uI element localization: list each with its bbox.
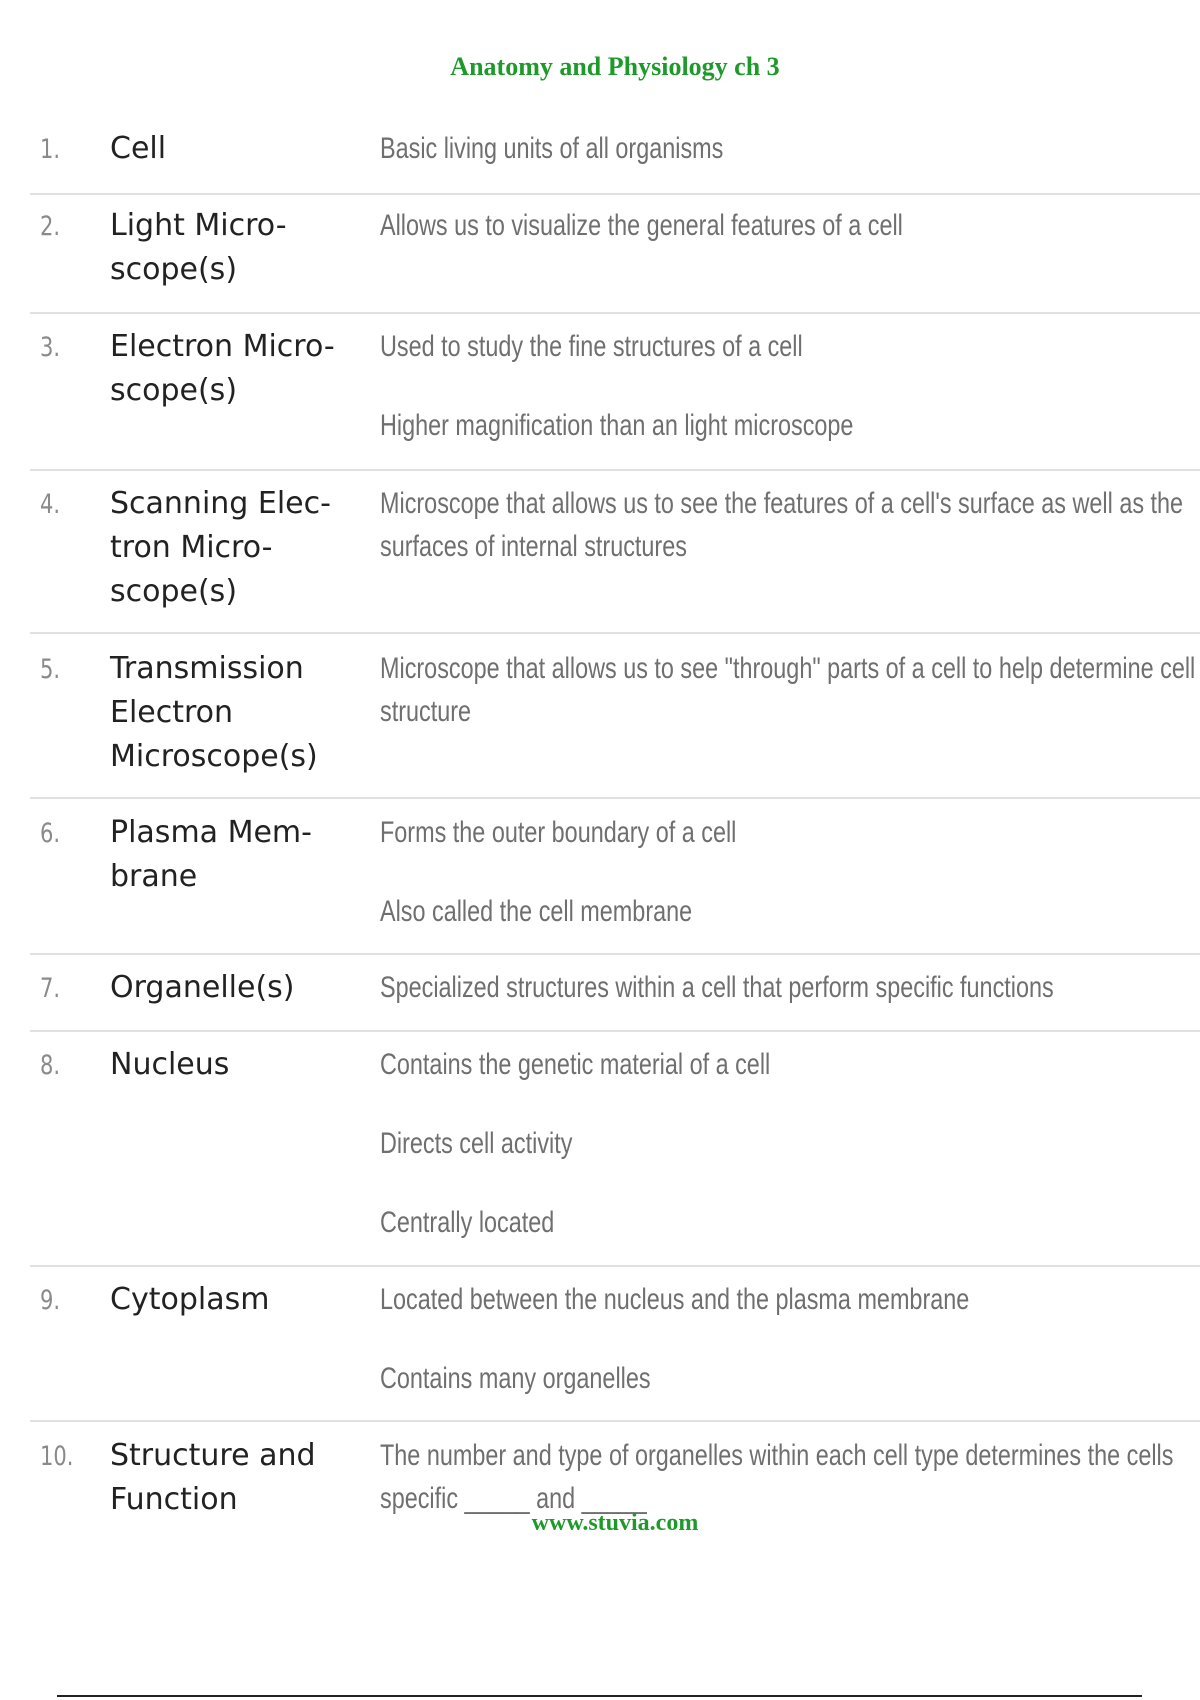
item-definition: Contains the genetic material of a cell <box>380 1048 771 1081</box>
item-number: 4. <box>40 489 61 520</box>
item-term: Structure and Function <box>110 1438 316 1517</box>
item-number: 1. <box>40 134 61 165</box>
item-definitions <box>380 647 1200 733</box>
item-definition: structure <box>380 695 472 728</box>
item-definition: surfaces of internal structures <box>380 530 687 563</box>
item-term: Organelle(s) <box>110 970 295 1005</box>
item-number: 3. <box>40 332 61 363</box>
item-definition: Microscope that allows us to see the features of a cell's surface as well as the <box>380 487 1184 520</box>
item-definition: Also called the cell membrane <box>380 895 693 928</box>
item-term: Electron Micro- scope(s) <box>110 329 335 408</box>
item-definition: Directs cell activity <box>380 1127 573 1160</box>
item-definitions <box>380 966 1200 1009</box>
item-definition: Located between the nucleus and the plasma membrane <box>380 1283 970 1316</box>
item-definition: Higher magnification than an light microscope <box>380 409 854 442</box>
item-definitions <box>380 811 1200 933</box>
item-number: 6. <box>40 818 61 849</box>
item-definition: Specialized structures within a cell that perform specific functions <box>380 971 1054 1004</box>
list-item <box>30 204 1200 314</box>
list-item <box>30 1043 1200 1267</box>
item-definition: Forms the outer boundary of a cell <box>380 816 737 849</box>
item-number: 9. <box>40 1285 61 1316</box>
list-item <box>30 647 1200 799</box>
item-definitions <box>380 1434 1200 1520</box>
item-number: 2. <box>40 211 61 242</box>
item-term: Nucleus <box>110 1047 230 1082</box>
list-item <box>30 1278 1200 1422</box>
item-definition: specific _____ and _____ <box>380 1482 647 1515</box>
item-definitions <box>380 325 1200 447</box>
item-definition: Allows us to visualize the general features of a cell <box>380 209 903 242</box>
item-definition: Basic living units of all organisms <box>380 132 724 165</box>
list-item <box>30 811 1200 955</box>
item-definition: Microscope that allows us to see "through" parts of a cell to help determine cell <box>380 652 1196 685</box>
item-definition: Used to study the fine structures of a cell <box>380 330 803 363</box>
item-definitions <box>380 482 1200 568</box>
list-item <box>30 127 1200 195</box>
item-term: Cytoplasm <box>110 1282 270 1317</box>
item-term: Transmission Electron Microscope(s) <box>110 651 318 774</box>
item-number: 10. <box>40 1441 74 1472</box>
item-term: Scanning Elec- tron Micro- scope(s) <box>110 486 331 609</box>
item-definition: Centrally located <box>380 1206 555 1239</box>
item-number: 8. <box>40 1050 61 1081</box>
item-definition: The number and type of organelles within each cell type determines the cells <box>380 1439 1174 1472</box>
item-definitions <box>380 127 1200 170</box>
watermark: www.stuvia.com <box>531 1510 699 1536</box>
item-definitions <box>380 1043 1200 1244</box>
list-item <box>30 325 1200 471</box>
item-number: 5. <box>40 654 61 685</box>
item-definition: Contains many organelles <box>380 1362 651 1395</box>
list-item <box>30 482 1200 634</box>
item-term: Light Micro- scope(s) <box>110 208 287 287</box>
item-definitions <box>380 1278 1200 1400</box>
list-item <box>30 966 1200 1032</box>
footer-divider <box>57 1695 1142 1697</box>
page-title: Anatomy and Physiology ch 3 <box>450 52 780 81</box>
item-term: Plasma Mem- brane <box>110 815 312 894</box>
item-number: 7. <box>40 973 61 1004</box>
item-definitions <box>380 204 1200 247</box>
item-term: Cell <box>110 131 167 166</box>
